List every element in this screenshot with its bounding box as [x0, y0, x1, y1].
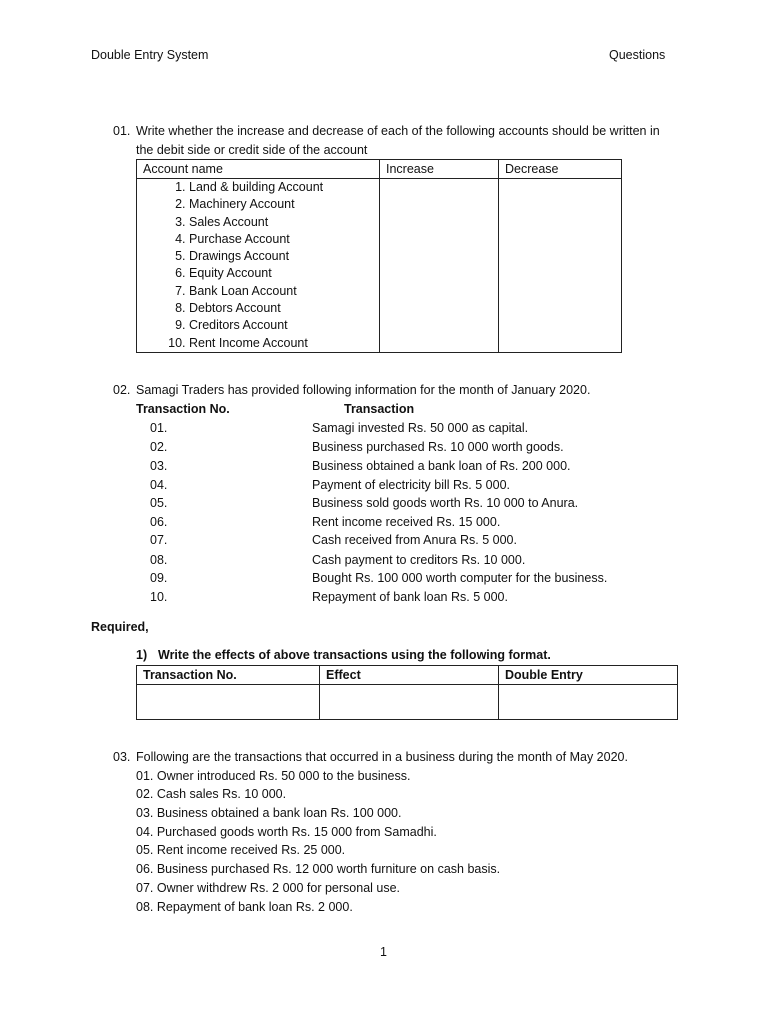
q1-text-line2: the debit side or credit side of the account: [136, 143, 368, 157]
transaction-no: 04.: [150, 478, 168, 492]
q2-col-transaction: Transaction: [344, 402, 415, 416]
effects-table-header: [137, 666, 678, 685]
transaction-text: Cash payment to creditors Rs. 10 000.: [312, 553, 526, 567]
transaction-no: 03.: [150, 459, 168, 473]
q1-number: 01.: [113, 124, 131, 138]
transaction-no: 10.: [150, 590, 168, 604]
q2-col-no: Transaction No.: [136, 402, 230, 416]
list-item: 7. Bank Loan Account: [189, 283, 373, 300]
transaction-text: Business purchased Rs. 10 000 worth goods.: [312, 440, 564, 454]
decrease-cell: [499, 179, 622, 353]
table-row: [150, 551, 525, 569]
transaction-text: Payment of electricity bill Rs. 5 000.: [312, 478, 510, 492]
empty-cell: [137, 685, 320, 720]
table-row: [150, 438, 564, 456]
account-list: [143, 179, 373, 352]
col-decrease: Decrease: [499, 160, 622, 179]
transaction-text: Bought Rs. 100 000 worth computer for the business.: [312, 571, 608, 585]
header-left: Double Entry System: [91, 48, 209, 62]
list-item: 10. Rent Income Account: [189, 335, 373, 352]
table-row: [150, 476, 510, 494]
accounts-table: [136, 159, 622, 353]
table-row: [150, 457, 571, 475]
list-item: 03. Business obtained a bank loan Rs. 100 000.: [136, 806, 402, 820]
table-row: [150, 513, 500, 531]
account-list-cell: [137, 179, 380, 353]
transaction-text: Business obtained a bank loan of Rs. 200 000.: [312, 459, 571, 473]
transaction-no: 01.: [150, 421, 168, 435]
list-item: 08. Repayment of bank loan Rs. 2 000.: [136, 900, 353, 914]
transaction-text: Business sold goods worth Rs. 10 000 to Anura.: [312, 496, 579, 510]
col-effect: Effect: [320, 666, 499, 685]
transaction-text: Repayment of bank loan Rs. 5 000.: [312, 590, 508, 604]
transaction-no: 09.: [150, 571, 168, 585]
transaction-text: Rent income received Rs. 15 000.: [312, 515, 501, 529]
table-row: [150, 419, 528, 437]
required-item-text: Write the effects of above transactions using the following format.: [158, 648, 551, 662]
transaction-no: 02.: [150, 440, 168, 454]
q1-text-line1: Write whether the increase and decrease of each of the following accounts should be written in: [136, 124, 660, 138]
list-item: 06. Business purchased Rs. 12 000 worth furniture on cash basis.: [136, 862, 501, 876]
empty-cell: [499, 685, 678, 720]
q2-number: 02.: [113, 383, 131, 397]
list-item: 02. Cash sales Rs. 10 000.: [136, 787, 287, 801]
list-item: 01. Owner introduced Rs. 50 000 to the business.: [136, 769, 411, 783]
list-item: 07. Owner withdrew Rs. 2 000 for personal use.: [136, 881, 401, 895]
col-double-entry: Double Entry: [499, 666, 678, 685]
empty-cell: [320, 685, 499, 720]
table-row: [150, 494, 578, 512]
transaction-text: Cash received from Anura Rs. 5 000.: [312, 533, 517, 547]
required-label: Required,: [91, 620, 149, 634]
transaction-no: 07.: [150, 533, 168, 547]
list-item: 4. Purchase Account: [189, 231, 373, 248]
accounts-table-body: [137, 179, 622, 353]
transaction-no: 06.: [150, 515, 168, 529]
list-item: 5. Drawings Account: [189, 248, 373, 265]
table-row: [150, 588, 508, 606]
transaction-text: Samagi invested Rs. 50 000 as capital.: [312, 421, 529, 435]
list-item: 1. Land & building Account: [189, 179, 373, 196]
list-item: 3. Sales Account: [189, 214, 373, 231]
header-right: Questions: [609, 48, 666, 62]
accounts-table-header: [137, 160, 622, 179]
transaction-no: 08.: [150, 553, 168, 567]
q3-intro: Following are the transactions that occurred in a business during the month of May 2020.: [136, 750, 628, 764]
effects-format-table: [136, 665, 678, 720]
transaction-no: 05.: [150, 496, 168, 510]
col-increase: Increase: [380, 160, 499, 179]
list-item: 04. Purchased goods worth Rs. 15 000 from Samadhi.: [136, 825, 437, 839]
q3-number: 03.: [113, 750, 131, 764]
list-item: 05. Rent income received Rs. 25 000.: [136, 843, 346, 857]
q2-intro: Samagi Traders has provided following information for the month of January 2020.: [136, 383, 591, 397]
page-number: 1: [380, 945, 387, 959]
list-item: 2. Machinery Account: [189, 196, 373, 213]
col-account-name: Account name: [137, 160, 380, 179]
list-item: 8. Debtors Account: [189, 300, 373, 317]
effects-table-empty-row: [137, 685, 678, 720]
col-transaction-no: Transaction No.: [137, 666, 320, 685]
required-item-no: 1): [136, 648, 148, 662]
table-row: [150, 531, 517, 549]
increase-cell: [380, 179, 499, 353]
list-item: 9. Creditors Account: [189, 317, 373, 334]
list-item: 6. Equity Account: [189, 265, 373, 282]
table-row: [150, 569, 607, 587]
